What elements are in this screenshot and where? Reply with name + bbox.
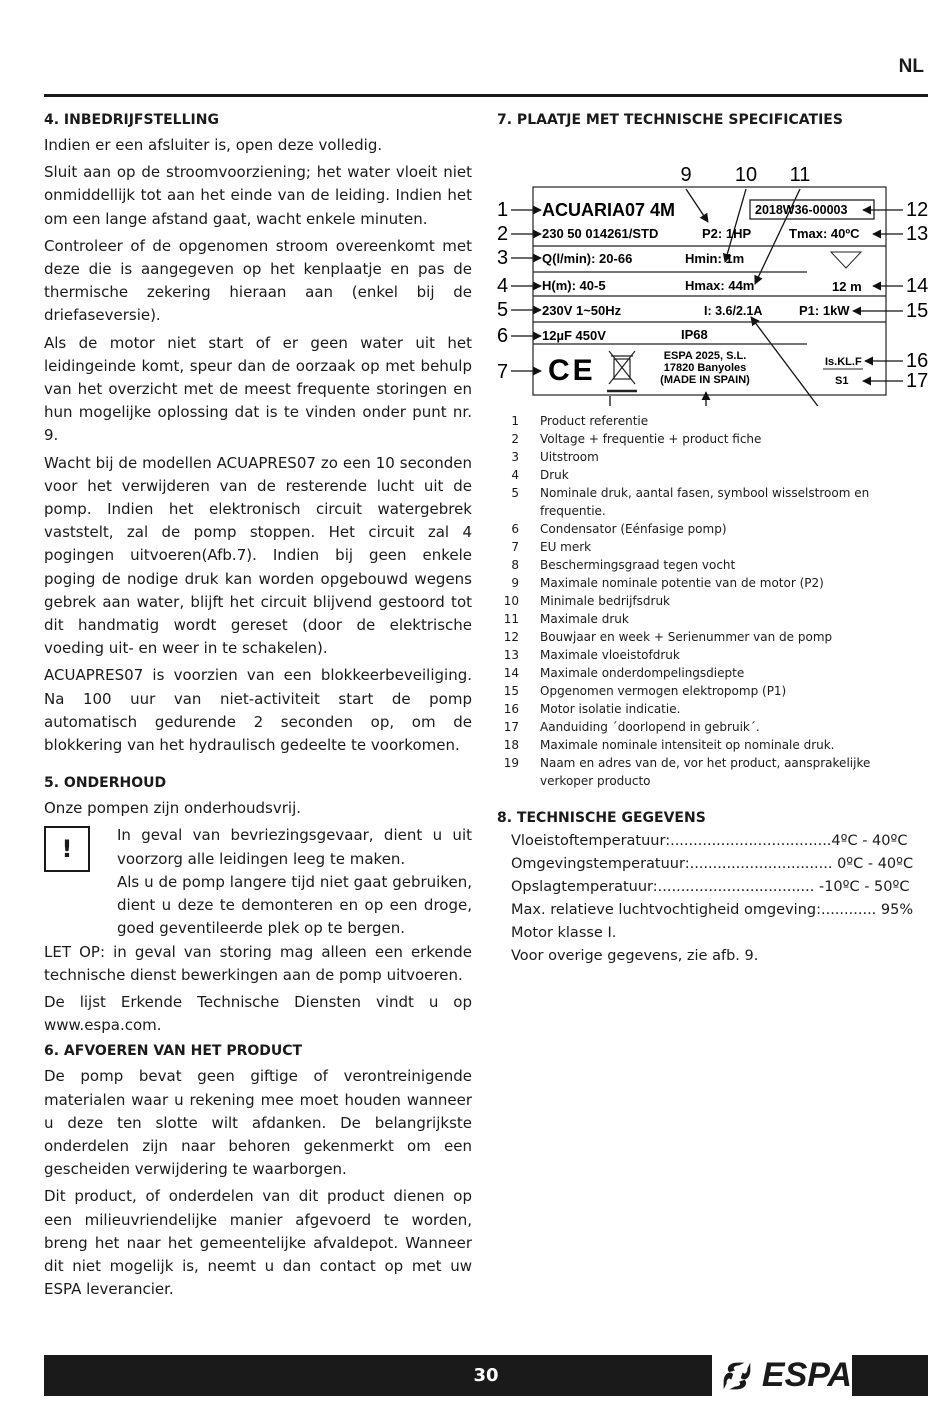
section-4-paragraph: Indien er een afsluiter is, open deze volledig.: [44, 136, 383, 154]
plate-capacitor: 12µF 450V: [542, 328, 606, 343]
plate-p2: P2: 1HP: [702, 226, 752, 241]
callout-number: 17: [906, 370, 929, 392]
plate-duty: S1: [835, 375, 849, 387]
section-4-title: 4. INBEDRIJFSTELLING: [44, 112, 219, 128]
plate-current: I: 3.6/2.1A: [704, 304, 763, 318]
technical-data: [511, 830, 927, 968]
plate-serial: 2018W36-00003: [755, 203, 848, 217]
legend-item: 15 Opgenomen vermogen elektropomp (P1): [503, 684, 787, 698]
section-6-title: 6. AFVOEREN VAN HET PRODUCT: [44, 1043, 303, 1060]
callout-number: 16: [906, 350, 929, 372]
plate-manufacturer: ESPA 2025, S.L.: [663, 350, 747, 362]
callout-number: 14: [906, 275, 929, 297]
warning-paragraph: In geval van bevriezingsgevaar, dient u uit voorzorg alle leidingen leeg te maken.: [117, 826, 472, 868]
spec-line: Vloeistoftemperatuur:...................................4ºC - 40ºC: [511, 833, 908, 849]
section-4-paragraph: ACUAPRES07 is voorzien van een blokkeerbeveiliging. Na 100 uur van niet-activiteit start de pomp automatisch gedurende 2 seconden op, om de blokkering van het hydraulisch gedeelte te voorkomen.: [44, 666, 472, 755]
section-7-title: 7. PLAATJE MET TECHNISCHE SPECIFICATIES: [497, 112, 843, 128]
spec-line: Opslagtemperatuur:.................................. -10ºC - 50ºC: [511, 879, 910, 895]
plate-tmax: Tmax: 40ºC: [789, 226, 860, 241]
callout-number: 13: [906, 223, 929, 245]
legend-item: 8 Beschermingsgraad tegen vocht: [511, 558, 736, 572]
section-4-paragraph: Wacht bij de modellen ACUAPRES07 zo een 10 seconden voor het verwijderen van de resterende lucht uit de pomp. Indien het elektronisch circuit watergebrek vaststelt, zal de pomp stoppen. Het circuit zal 4 pogingen uitvoeren(Afb.7). Indien bij geen enkele poging de nodige druk kan worden opgebouwd wegens gebrek aan water, blijft het circuit blijvend gestoord tot dit handmatig wordt gereset (door de elektrische voeding uit- en weer in te schakelen).: [44, 453, 472, 658]
callout-legend: [497, 412, 927, 790]
legend-item: 12 Bouwjaar en week + Serienummer van de pomp: [503, 630, 833, 644]
page-number: 30: [473, 1365, 499, 1386]
legend-item: 16 Motor isolatie indicatie.: [503, 702, 681, 716]
section-4-paragraph: Als de motor niet start of er geen water uit het leidingeinde komt, speur dan de oorzaak op met behulp van het overzicht met de meest frequente storingen en hun mogelijke oplossing dat is te vinden onder punt nr. 9.: [44, 333, 472, 445]
legend-item: 18 Maximale nominale intensiteit op nominale druk.: [503, 738, 835, 752]
right-column: [497, 112, 927, 968]
plate-ip: IP68: [681, 327, 708, 342]
left-column: [44, 112, 472, 1305]
legend-item: 11 Maximale druk: [503, 612, 629, 626]
plate-p1: P1: 1kW: [799, 303, 850, 318]
wheelie-bin-icon: [607, 351, 637, 391]
plate-supply: 230V 1~50Hz: [542, 303, 622, 318]
plate-model: ACUARIA07 4M: [542, 200, 676, 220]
section-6-paragraph: De pomp bevat geen giftige of verontreinigende materialen waar u rekening mee moet houden wanneer u deze ten slotte wilt afdanken. De belangrijkste onderdelen zijn naar behoren gekenmerkt om een gescheiden verwijdering te waarborgen.: [44, 1067, 472, 1179]
callout-number: 15: [906, 300, 929, 322]
espa-logo: [712, 1355, 852, 1396]
section-8-title: 8. TECHNISCHE GEGEVENS: [497, 810, 706, 826]
spec-line: Omgevingstemperatuur:............................... 0ºC - 40ºC: [511, 856, 914, 872]
water-drop-icon: [831, 252, 861, 268]
plate-hmin: Hmin: 1m: [685, 251, 745, 266]
warning-icon: !: [44, 826, 90, 872]
plate-pressure: H(m): 40-5: [542, 278, 606, 293]
section-5-paragraph: LET OP: in geval van storing mag alleen een erkende technische dienst bewerkingen aan de pomp uitvoeren.: [44, 942, 472, 984]
legend-item: 1 Product referentie: [511, 414, 649, 428]
warning-text: [117, 824, 472, 940]
legend-item: 3 Uitstroom: [511, 450, 599, 464]
callout-number: 10: [734, 164, 758, 186]
plate-manufacturer-country: (MADE IN SPAIN): [660, 374, 750, 386]
plate-manufacturer-address: 17820 Banyoles: [663, 362, 747, 374]
callout-number: 1: [497, 199, 509, 221]
callout-number: 2: [497, 223, 509, 245]
section-4-paragraph: Controleer of de opgenomen stroom overeenkomt met deze die is aangegeven op het kenplaatje en pas de thermische zekering hieraan aan (enkel bij de driefaseversie).: [44, 236, 472, 325]
callout-number: 12: [906, 199, 929, 221]
legend-item: 13 Maximale vloeistofdruk: [503, 648, 680, 662]
section-5-paragraph: De lijst Erkende Technische Diensten vindt u op www.espa.com.: [44, 992, 472, 1035]
legend-item: 17 Aanduiding ´doorlopend in gebruik´.: [503, 720, 760, 734]
section-6-paragraph: Dit product, of onderdelen van dit product dienen op een milieuvriendelijke manier afgevoerd te worden, breng het naar het gemeentelijke afvaldepot. Wanneer dit niet mogelijk is, neemt u dan contact op met uw ESPA leverancier.: [44, 1187, 472, 1299]
espa-swirl-icon: [716, 1358, 758, 1394]
legend-item: 5 Nominale druk, aantal fasen, symbool wisselstroom en frequentie.: [511, 486, 870, 518]
plate-hmax: Hmax: 44m: [685, 278, 755, 293]
spec-line: Max. relatieve luchtvochtigheid omgeving:............ 95%: [511, 902, 914, 918]
legend-item: 7 EU merk: [511, 540, 592, 554]
warning-paragraph: Als u de pomp langere tijd niet gaat gebruiken, dient u deze te demonteren en op een droge, goed geventileerde plek op te bergen.: [117, 872, 472, 938]
section-5-intro: Onze pompen zijn onderhoudsvrij.: [44, 799, 302, 818]
legend-item: 10 Minimale bedrijfsdruk: [503, 594, 671, 608]
callout-number: 9: [680, 164, 692, 186]
legend-item: 6 Condensator (Eénfasige pomp): [511, 522, 727, 536]
warning-block: [44, 824, 472, 940]
ce-mark-icon: CE: [548, 354, 596, 387]
language-code: NL: [898, 56, 924, 77]
spec-line: Voor overige gegevens, zie afb. 9.: [511, 948, 759, 964]
legend-item: 9 Maximale nominale potentie van de motor (P2): [511, 576, 824, 590]
callout-number: 5: [497, 299, 509, 321]
legend-item: 19 Naam en adres van de, vor het product, aansprakelijke verkoper producto: [503, 756, 871, 788]
section-5-title: 5. ONDERHOUD: [44, 775, 167, 792]
callout-number: 4: [497, 275, 509, 297]
brand-name: ESPA: [761, 1356, 852, 1394]
callout-number: 6: [497, 325, 509, 347]
rating-plate-figure: [497, 134, 929, 406]
callout-number: 11: [789, 164, 811, 186]
plate-flow: Q(l/min): 20-66: [542, 251, 633, 266]
header-rule: [44, 94, 928, 97]
plate-depth: 12 m: [832, 279, 862, 294]
callout-number: 7: [497, 361, 509, 383]
legend-item: 14 Maximale onderdompelingsdiepte: [503, 666, 745, 680]
callout-number: 3: [497, 247, 509, 269]
plate-insulation-class: Is.KL.F: [825, 356, 862, 368]
spec-line: Motor klasse I.: [511, 925, 617, 941]
plate-voltage-fiche: 230 50 014261/STD: [542, 226, 659, 241]
legend-item: 2 Voltage + frequentie + product fiche: [511, 432, 762, 446]
legend-item: 4 Druk: [511, 468, 569, 482]
section-4-paragraph: Sluit aan op de stroomvoorziening; het water vloeit niet onmiddellijk tot aan het einde van de leiding. Indien het om een lange afstand gaat, wacht enkele minuten.: [44, 163, 472, 228]
